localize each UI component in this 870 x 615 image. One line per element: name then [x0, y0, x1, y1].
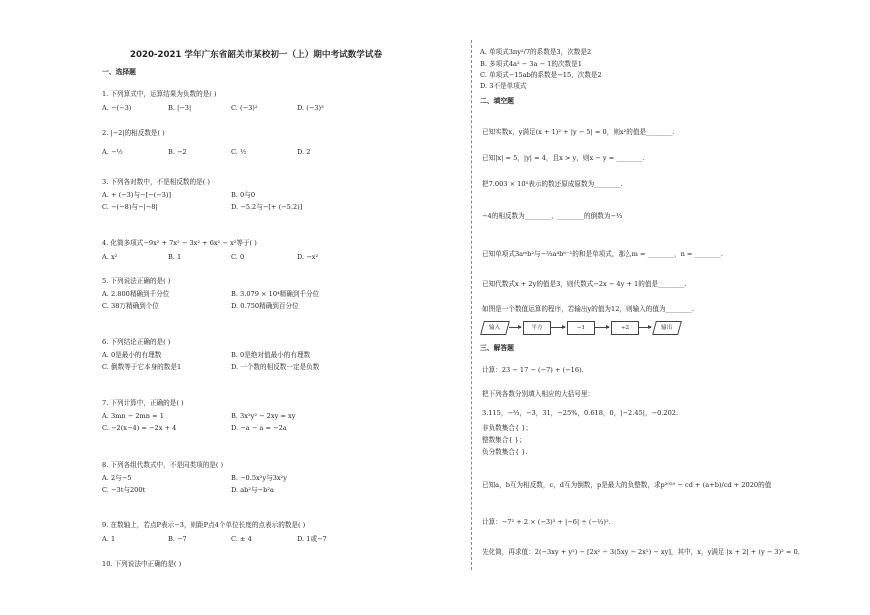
q7-option-d: D. −a − a = −2a	[231, 424, 287, 432]
question-9: 9. 在数轴上，若点P表示−3，则距P点4个单位长度的点表示的数是( )	[102, 521, 306, 529]
q10-option-c: C. 单项式−15ab的系数是−15，次数是2	[480, 71, 602, 79]
q10-option-b: B. 多项式4a² − 3a − 1的次数是1	[480, 60, 582, 68]
q8-option-c: C. −3t与200t	[102, 486, 146, 494]
q1-option-b: B. |−3|	[168, 104, 192, 112]
page-title: 2020-2021 学年广东省韶关市某校初一（上）期中考试数学试卷	[130, 50, 383, 60]
section-heading-solve: 三、解答题	[480, 344, 514, 352]
fill-question-6: 已知代数式x + 2y的值是3，则代数式−2x − 4y + 1的值是________.	[482, 280, 687, 288]
question-6: 6. 下列结论正确的是( )	[102, 338, 171, 346]
q3-option-c: C. −(−8)与−|−8|	[102, 203, 158, 211]
q2-option-d: D. 2	[297, 148, 311, 156]
solve-question-3: 已知a，b互为相反数，c，d互为倒数，p是最大的负整数，求p²⁰²⁰ − cd + (a+b)/cd + 2020的值	[482, 481, 772, 489]
flow-output-box: 输出	[652, 321, 682, 335]
q5-option-c: C. 38万精确到个位	[102, 302, 159, 310]
q3-option-a: A. + (−3)与−[−(−3)]	[102, 191, 172, 199]
q10-option-a: A. 单项式3πy²/7的系数是3，次数是2	[480, 48, 592, 56]
q8-option-a: A. 2与−5	[102, 474, 132, 482]
q9-option-c: C. ± 4	[231, 535, 252, 543]
q1-option-d: D. (−3)³	[297, 104, 324, 112]
question-3: 3. 下列各对数中，不是相反数的是( )	[102, 178, 210, 186]
question-5: 5. 下列说法正确的是( )	[102, 277, 171, 285]
q9-option-a: A. 1	[102, 535, 116, 543]
column-divider	[471, 40, 472, 570]
question-1: 1. 下列算式中，运算结果为负数的是( )	[102, 90, 217, 98]
q6-option-a: A. 0是最小的有理数	[102, 351, 162, 359]
set-non-negative: 非负数集合{ }；	[482, 424, 533, 432]
section-heading-fill: 二、填空题	[480, 97, 514, 105]
q5-option-d: D. 0.750精确到百分位	[231, 302, 299, 310]
q5-option-b: B. 3.079 × 10⁴精确到千分位	[231, 290, 320, 298]
flow-arrow	[509, 327, 521, 328]
q8-option-b: B. −0.5x²y与3x²y	[231, 474, 288, 482]
question-2: 2. |−2|的相反数是( )	[102, 129, 165, 137]
q3-option-b: B. 0与0	[231, 191, 256, 199]
q7-option-a: A. 3mn − 2mn = 1	[102, 412, 164, 420]
fill-question-2: 已知|x| = 5，|y| = 4，且x > y，则x − y = ________.	[482, 154, 645, 162]
q4-option-b: B. 1	[168, 253, 182, 261]
q6-option-d: D. 一个数的相反数一定是负数	[231, 363, 320, 371]
section-heading-choice: 一、选择题	[102, 68, 136, 76]
fill-question-7: 如图是一个数值运算的程序，若输出y的值为12，则输入的值为________.	[482, 305, 695, 313]
q9-option-b: B. −7	[168, 535, 187, 543]
flow-arrow	[595, 327, 609, 328]
fill-question-1: 已知实数x，y满足(x + 1)² + |y − 5| = 0，则x²的值是________.	[482, 128, 675, 136]
fill-question-3: 把7.003 × 10⁵表示的数还原成原数为________.	[482, 180, 623, 188]
solve-question-2: 把下列各数分别填入相应的大括号里：	[482, 390, 595, 398]
question-8: 8. 下列各组代数式中，不是同类项的是( )	[102, 461, 224, 469]
q3-option-d: D. −5.2与−[+ (−5.2)]	[231, 203, 303, 211]
q5-option-a: A. 2.800精确到千分位	[102, 290, 170, 298]
q10-option-d: D. 3不是单项式	[480, 82, 527, 90]
q1-option-a: A. −(−3)	[102, 104, 132, 112]
q4-option-c: C. 0	[231, 253, 245, 261]
flow-square-box: 平方	[523, 321, 551, 335]
question-7: 7. 下列计算中，正确的是( )	[102, 399, 184, 407]
q7-option-c: C. −2(x−4) = −2x + 4	[102, 424, 177, 432]
q4-option-d: D. −x²	[297, 253, 319, 261]
flow-minus-one-box: −1	[567, 321, 595, 335]
q1-option-c: C. (−3)²	[231, 104, 258, 112]
q2-option-b: B. −2	[168, 148, 187, 156]
question-4: 4. 化简多项式−9x² + 7x² − 3x² + 6x² − x²等于( )	[102, 239, 257, 247]
program-flowchart	[478, 318, 778, 338]
q9-option-d: D. 1或−7	[297, 535, 327, 543]
flow-divide-two-box: ÷2	[611, 321, 639, 335]
solve-question-4: 计算：−7² + 2 × (−3)³ + |−6| ÷ (−⅓)².	[482, 518, 611, 526]
fill-question-5: 已知单项式3aᵐb²与−⅔a⁴bⁿ⁻¹的和是单项式，那么m = ________，n = ________.	[482, 250, 723, 258]
q2-option-c: C. ½	[231, 148, 247, 156]
q6-option-c: C. 倒数等于它本身的数是1	[102, 363, 182, 371]
flow-arrow	[551, 327, 565, 328]
solve-question-1: 计算：23 − 17 − (−7) + (−16).	[482, 366, 584, 374]
set-negative-fractions: 负分数集合{ }.	[482, 448, 528, 456]
q8-option-d: D. ab²与−b²a	[231, 486, 274, 494]
flow-arrow	[639, 327, 651, 328]
flow-input-box: 输入	[480, 321, 510, 335]
question-10: 10. 下列说法中正确的是( )	[102, 560, 182, 568]
q2-option-a: A. −½	[102, 148, 123, 156]
q7-option-b: B. 3x²y² − 2xy = xy	[231, 412, 296, 420]
fill-question-4: −4的相反数为________，________的倒数为−⅓	[482, 212, 623, 220]
number-list: 3.115，−⅔，−3，31，−25%，0.618，0，|−2.45|，−0.202.	[482, 409, 679, 417]
q4-option-a: A. x²	[102, 253, 118, 261]
solve-question-5: 先化简，再求值：2(−3xy + y²) − [2x² − 3(5xy − 2x²) − xy]，其中，x，y满足 |x + 2| + (y − 3)² = 0.	[482, 548, 800, 556]
set-integers: 整数集合{ }；	[482, 436, 526, 444]
q6-option-b: B. 0是绝对值最小的有理数	[231, 351, 311, 359]
